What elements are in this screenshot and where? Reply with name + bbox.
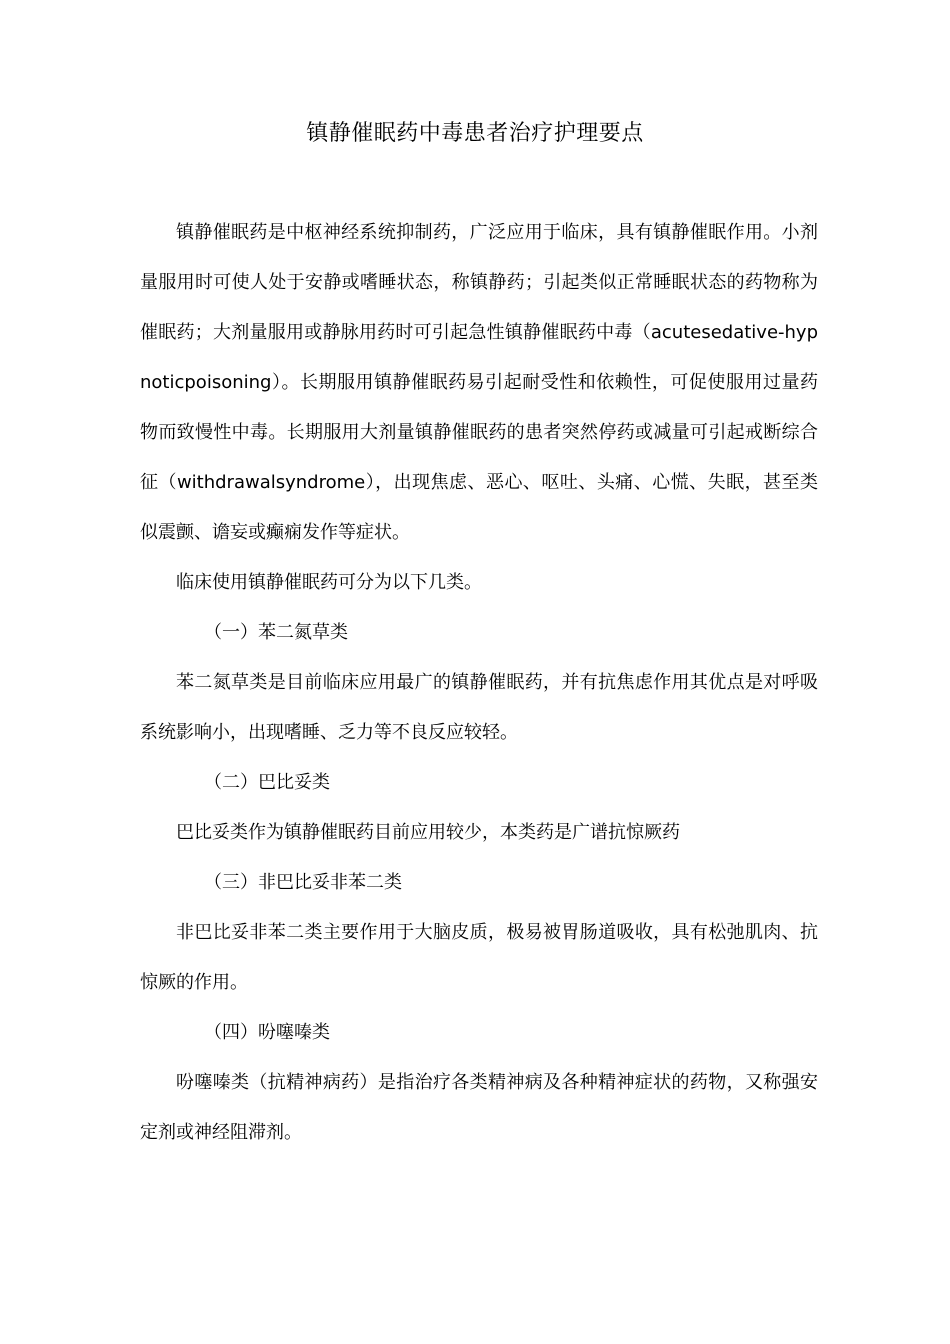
document-title: 镇静催眠药中毒患者治疗护理要点 [306, 121, 644, 146]
section-heading-phenothiazines: （四）吩噻嗪类 [204, 1022, 330, 1043]
section-heading-non-barbiturate: （三）非巴比妥非苯二类 [204, 872, 402, 893]
section-text-phenothiazines: 吩噻嗪类（抗精神病药）是指治疗各类精神病及各种精神症状的药物，又称强安定剂或神经阻滞剂。 [140, 1072, 818, 1143]
section-text-barbiturates: 巴比妥类作为镇静催眠药目前应用较少，本类药是广谱抗惊厥药 [176, 822, 680, 843]
intro-paragraph: 镇静催眠药是中枢神经系统抑制药，广泛应用于临床，具有镇静催眠作用。小剂量服用时可使人处于安静或嗜睡状态，称镇静药；引起类似正常睡眠状态的药物称为催眠药；大剂量服用或静脉用药时可引起急性镇静催眠药中毒（acutesedative-hypnoticpoisoning）。长期服用镇静催眠药易引起耐受性和依赖性，可促使服用过量药物而致慢性中毒。长期服用大剂量镇静催眠药的患者突然停药或减量可引起戒断综合征（withdrawalsyndrome），出现焦虑、恶心、呕吐、头痛、心慌、失眠，甚至类似震颤、谵妄或癫痫发作等症状。 [140, 222, 818, 543]
document-body [140, 208, 818, 1158]
classification-intro: 临床使用镇静催眠药可分为以下几类。 [176, 572, 482, 593]
section-text-non-barbiturate: 非巴比妥非苯二类主要作用于大脑皮质，极易被胃肠道吸收，具有松弛肌肉、抗惊厥的作用。 [140, 922, 818, 993]
section-heading-benzodiazepines: （一）苯二氮草类 [204, 622, 348, 643]
section-text-benzodiazepines: 苯二氮草类是目前临床应用最广的镇静催眠药，并有抗焦虑作用其优点是对呼吸系统影响小，出现嗜睡、乏力等不良反应较轻。 [140, 672, 818, 743]
section-heading-barbiturates: （二）巴比妥类 [204, 772, 330, 793]
